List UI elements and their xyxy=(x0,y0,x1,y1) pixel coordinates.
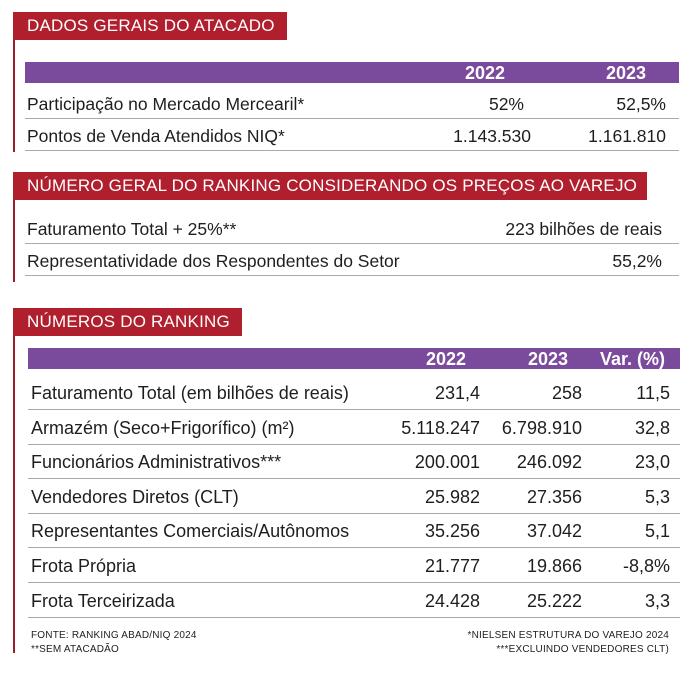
footnote-excluindo: ***EXCLUINDO VENDEDORES CLT) xyxy=(496,644,669,655)
header-var: Var. (%) xyxy=(600,349,666,369)
value-2022: 21.777 xyxy=(424,556,480,576)
value-2022: 200.001 xyxy=(414,452,480,473)
table-row xyxy=(25,246,679,276)
value-var: 11,5 xyxy=(636,383,670,403)
footnote-nielsen: *NIELSEN ESTRUTURA DO VAREJO 2024 xyxy=(467,630,669,641)
value-var: 23,0 xyxy=(634,452,670,473)
row-label: Representantes Comerciais/Autônomos xyxy=(31,521,350,542)
table-row xyxy=(28,377,680,410)
row-label: Vendedores Diretos (CLT) xyxy=(31,486,239,507)
row-label: Representatividade dos Respondentes do Setor xyxy=(27,251,400,271)
value-2023: 19.866 xyxy=(526,556,582,576)
value-2023: 52,5% xyxy=(616,94,666,114)
value-2022: 24.428 xyxy=(424,590,480,611)
table-row xyxy=(28,481,680,514)
table-header xyxy=(28,348,680,369)
value-2022: 1.143.530 xyxy=(453,126,531,146)
section-title-dados-gerais: DADOS GERAIS DO ATACADO xyxy=(13,12,287,40)
table-row xyxy=(28,446,680,479)
row-label: Pontos de Venda Atendidos NIQ* xyxy=(27,126,285,146)
value-var: 5,3 xyxy=(644,486,670,507)
row-label: Participação no Mercado Mercearil* xyxy=(27,94,305,114)
left-accent-line xyxy=(13,308,15,653)
table-row xyxy=(28,585,680,618)
table-row xyxy=(28,515,680,548)
value-var: 5,1 xyxy=(644,521,670,542)
value-2022: 5.118.247 xyxy=(401,417,480,438)
value-2022: 25.982 xyxy=(424,486,480,507)
value-2023: 246.092 xyxy=(516,452,582,473)
header-2022: 2022 xyxy=(465,63,506,83)
value-2022: 231,4 xyxy=(434,383,480,403)
section-title-numero-geral: NÚMERO GERAL DO RANKING CONSIDERANDO OS PREÇOS AO VAREJO xyxy=(13,172,647,200)
header-2023: 2023 xyxy=(528,349,569,369)
value-2023: 258 xyxy=(551,383,582,403)
value-2022: 52% xyxy=(488,94,524,114)
table-row xyxy=(25,89,679,119)
value-2023: 37.042 xyxy=(526,521,582,542)
value-2023: 25.222 xyxy=(526,590,582,611)
value-2023: 1.161.810 xyxy=(588,126,666,146)
row-value: 223 bilhões de reais xyxy=(505,219,662,239)
table-row xyxy=(25,121,679,151)
row-label: Frota Terceirizada xyxy=(31,590,175,611)
footnote-source: FONTE: RANKING ABAD/NIQ 2024 xyxy=(31,630,197,641)
section-title-numeros-ranking: NÚMEROS DO RANKING xyxy=(13,308,242,336)
value-var: -8,8% xyxy=(622,556,670,576)
value-var: 32,8 xyxy=(634,417,670,438)
row-label: Frota Própria xyxy=(31,556,137,576)
value-2023: 6.798.910 xyxy=(501,417,582,438)
table-row xyxy=(28,550,680,583)
table-header xyxy=(25,62,679,83)
table-row xyxy=(25,214,679,244)
value-var: 3,3 xyxy=(644,590,670,611)
row-label: Faturamento Total + 25%** xyxy=(27,219,237,239)
value-2022: 35.256 xyxy=(424,521,480,542)
header-2023: 2023 xyxy=(606,63,647,83)
footnote-sem-atacadao: **SEM ATACADÃO xyxy=(31,644,120,655)
row-label: Funcionários Administrativos*** xyxy=(31,452,282,473)
row-value: 55,2% xyxy=(612,251,662,271)
table-row xyxy=(28,412,680,445)
header-2022: 2022 xyxy=(426,349,467,369)
row-label: Faturamento Total (em bilhões de reais) xyxy=(31,383,349,403)
row-label: Armazém (Seco+Frigorífico) (m²) xyxy=(31,417,295,438)
value-2023: 27.356 xyxy=(526,486,582,507)
